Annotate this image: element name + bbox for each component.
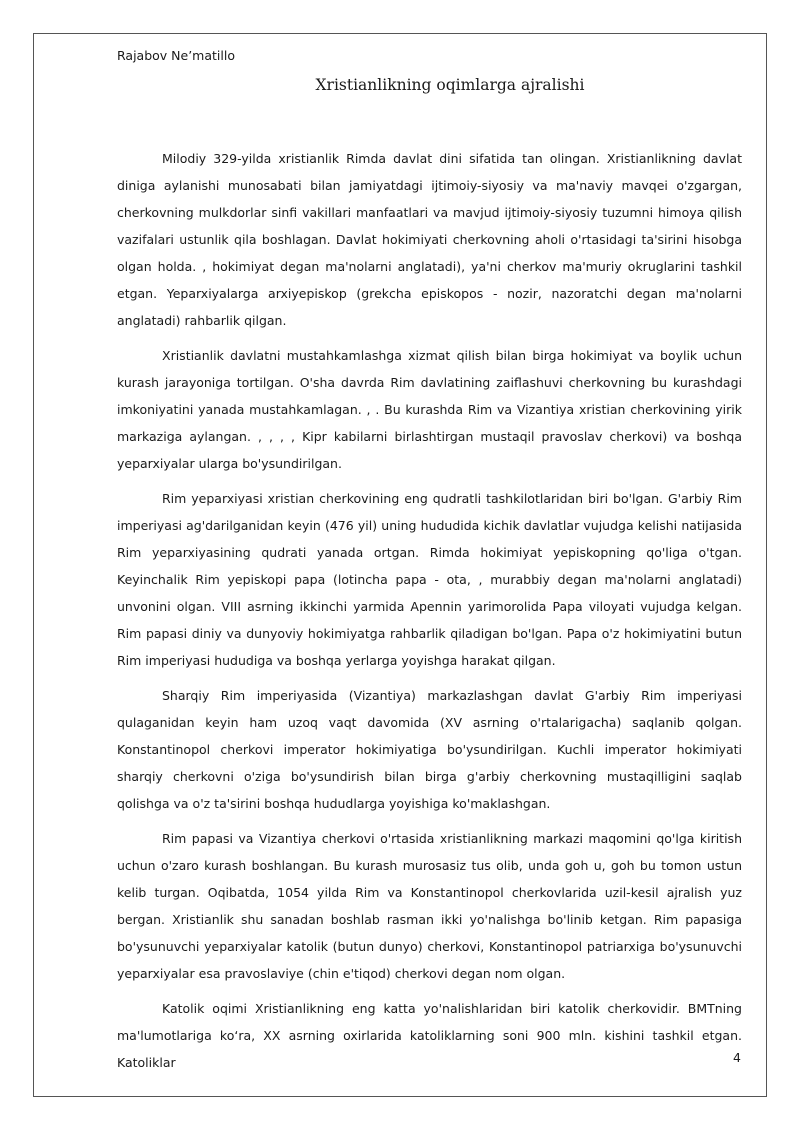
document-body — [117, 145, 742, 1084]
paragraph: Milodiy 329-yilda xristianlik Rimda davlat dini sifatida tan olingan. Xristianlikning davlat diniga aylanishi munosabati bilan jamiyatdagi ijtimoiy-siyosiy va ma'naviy mavqei o'zgargan, cherkovning mulkdorlar sinfi vakillari manfaatlari va mavjud ijtimoiy-siyosiy tuzumni himoya qilish vazifalari ustunlik qila boshlagan. Davlat hokimiyati cherkovning aholi o'rtasidagi ta'sirini hisobga olgan holda. , hokimiyat degan ma'nolarni anglatadi), ya'ni cherkov ma'muriy okruglarini tashkil etgan. Yeparxiyalarga arxiyepiskop (grekcha episkopos - nozir, nazoratchi degan ma'nolarni anglatadi) rahbarlik qilgan. — [117, 151, 742, 328]
paragraph: Rim yeparxiyasi xristian cherkovining eng qudratli tashkilotlaridan biri bo'lgan. G'arbiy Rim imperiyasi ag'darilganidan keyin (476 yil) uning hududida kichik davlatlar vujudga kelishi natijasida Rim yeparxiyasining qudrati yanada ortgan. Rimda hokimiyat yepiskopning qo'liga o'tgan. Keyinchalik Rim yepiskopi papa (lotincha papa - ota, , murabbiy degan ma'nolarni anglatadi) unvonini olgan. VIII asrning ikkinchi yarmida Apennin yarimorolida Papa viloyati vujudga kelgan. Rim papasi diniy va dunyoviy hokimiyatga rahbarlik qiladigan bo'lgan. Papa o'z hokimiyatini butun Rim imperiyasi hududiga va boshqa yerlarga yoyishga harakat qilgan. — [117, 491, 742, 668]
document-title: Xristianlikning oqimlarga ajralishi — [315, 76, 585, 94]
header-author: Rajabov Ne’matillo — [117, 48, 235, 63]
paragraph: Sharqiy Rim imperiyasida (Vizantiya) markazlashgan davlat G'arbiy Rim imperiyasi qulaganidan keyin ham uzoq vaqt davomida (XV asrning o'rtalarigacha) saqlanib qolgan. Konstantinopol cherkovi imperator hokimiyatiga bo'ysundirilgan. Kuchli imperator hokimiyati sharqiy cherkovni o'ziga bo'ysundirish bilan birga g'arbiy cherkovning mustaqilligini saqlab qolishga va o'z ta'sirini boshqa hududlarga yoyishiga ko'maklashgan. — [117, 688, 742, 811]
page-number: 4 — [733, 1050, 741, 1065]
paragraph: Katolik oqimi Xristianlikning eng katta yo'nalishlaridan biri katolik cherkovidir. BMTning ma'lumotlariga ko‘ra, XX asrning oxirlarida katoliklarning soni 900 mln. kishini tashkil etgan. Katoliklar — [117, 1001, 742, 1070]
paragraph: Rim papasi va Vizantiya cherkovi o'rtasida xristianlikning markazi maqomini qo'lga kiritish uchun o'zaro kurash boshlangan. Bu kurash murosasiz tus olib, unda goh u, goh bu tomon ustun kelib turgan. Oqibatda, 1054 yilda Rim va Konstantinopol cherkovlarida uzil-kesil ajralish yuz bergan. Xristianlik shu sanadan boshlab rasman ikki yo'nalishga bo'linib ketgan. Rim papasiga bo'ysunuvchi yeparxiyalar katolik (butun dunyo) cherkovi, Konstantinopol patriarxiga bo'ysunuvchi yeparxiyalar esa pravoslaviye (chin e'tiqod) cherkovi degan nom olgan. — [117, 831, 742, 981]
paragraph: Xristianlik davlatni mustahkamlashga xizmat qilish bilan birga hokimiyat va boylik uchun kurash jarayoniga tortilgan. O'sha davrda Rim davlatining zaiflashuvi cherkovning bu kurashdagi imkoniyatini yanada mustahkamlagan. , . Bu kurashda Rim va Vizantiya xristian cherkovining yirik markaziga aylangan. , , , , Kipr kabilarni birlashtirgan mustaqil pravoslav cherkovi) va boshqa yeparxiyalar ularga bo'ysundirilgan. — [117, 348, 742, 471]
